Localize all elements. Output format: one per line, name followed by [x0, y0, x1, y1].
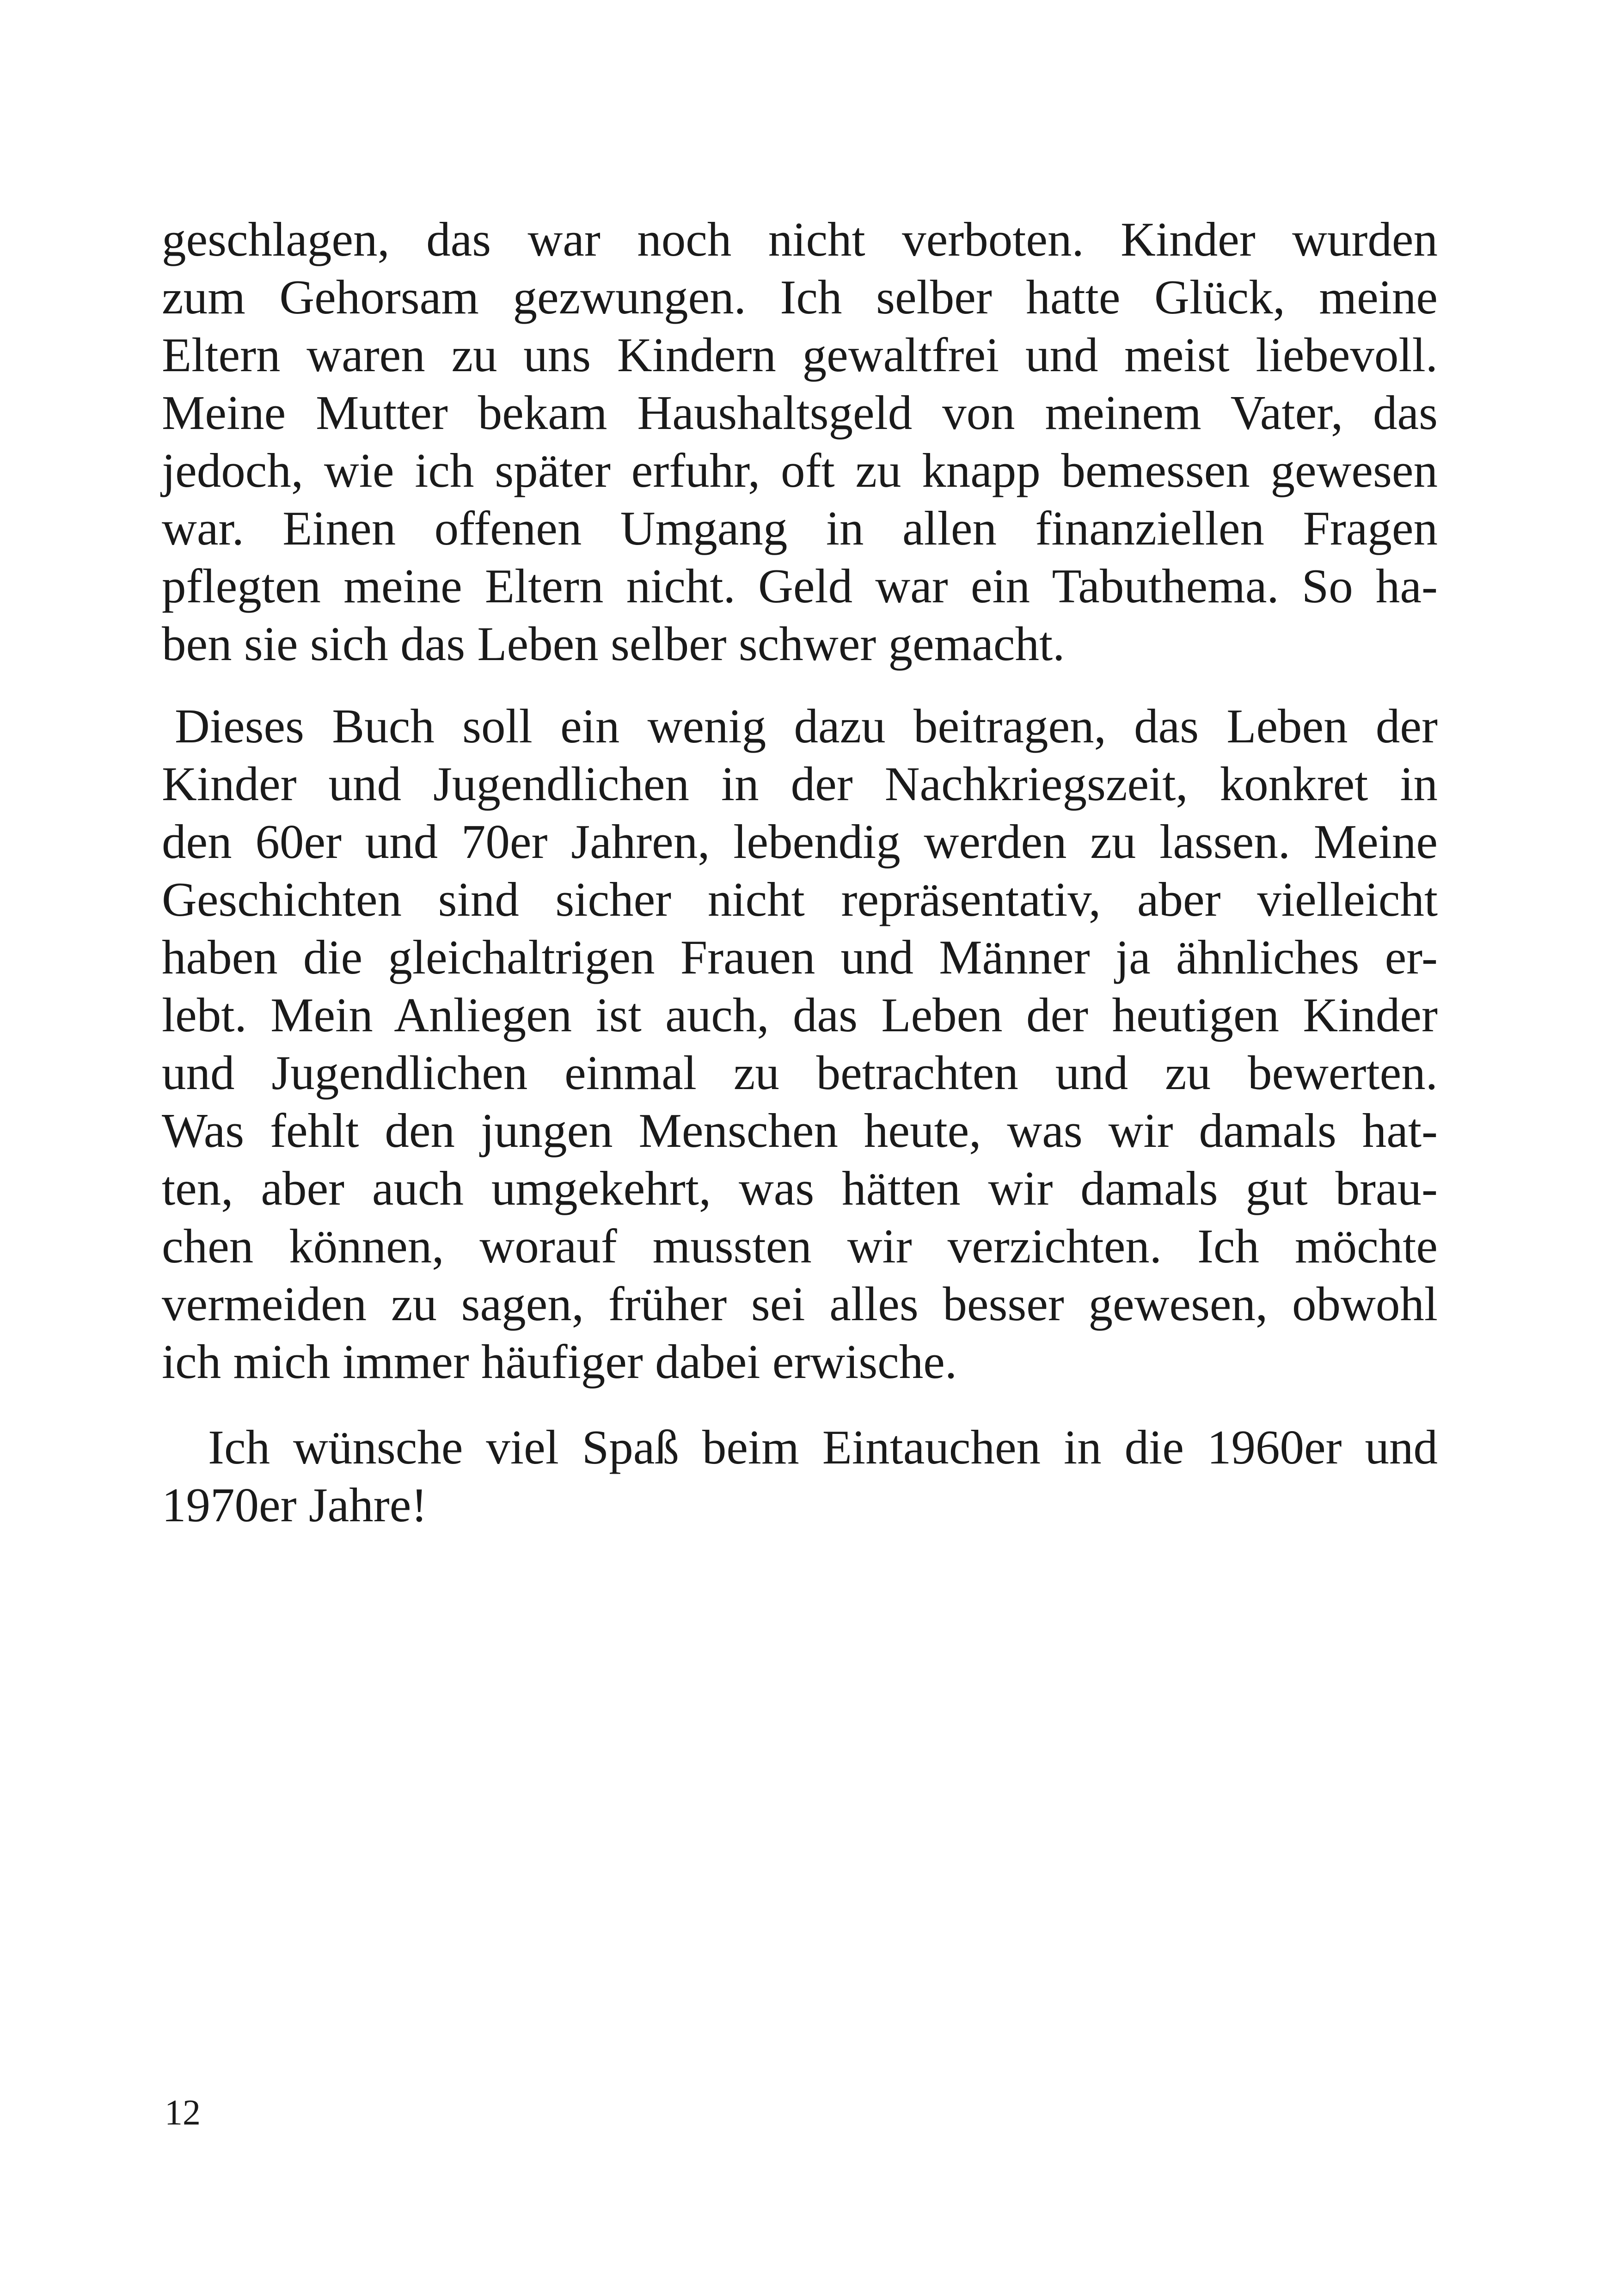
paragraph-1 [162, 210, 1438, 673]
paragraph-line: haben die gleichaltrigen Frauen und Männer ja ähnliches er- [162, 930, 1438, 984]
paragraph-line: vermeiden zu sagen, früher sei alles besser gewesen, obwohl [162, 1277, 1438, 1331]
paragraph-line: Kinder und Jugendlichen in der Nachkriegszeit, konkret in [162, 757, 1438, 811]
paragraph-line: den 60er und 70er Jahren, lebendig werden zu lassen. Meine [162, 814, 1438, 869]
paragraph-line: Meine Mutter bekam Haushaltsgeld von meinem Vater, das [162, 386, 1438, 440]
paragraph-line: Geschichten sind sicher nicht repräsentativ, aber vielleicht [162, 872, 1438, 926]
paragraph-2 [162, 697, 1438, 1390]
paragraph-line: lebt. Mein Anliegen ist auch, das Leben der heutigen Kinder [162, 988, 1438, 1042]
paragraph-line: und Jugendlichen einmal zu betrachten und zu bewerten. [162, 1046, 1438, 1100]
paragraph-line: zum Gehorsam gezwungen. Ich selber hatte Glück, meine [162, 270, 1438, 324]
paragraph-line: Dieses Buch soll ein wenig dazu beitragen, das Leben der [175, 699, 1438, 753]
paragraph-line: jedoch, wie ich später erfuhr, oft zu knapp bemessen gewesen [162, 443, 1438, 497]
paragraph-line: Was fehlt den jungen Menschen heute, was wir damals hat- [162, 1103, 1438, 1157]
paragraph-line: geschlagen, das war noch nicht verboten. Kinder wurden [162, 212, 1438, 266]
paragraph-line: ich mich immer häufiger dabei erwische. [162, 1335, 957, 1389]
paragraph-line: pflegten meine Eltern nicht. Geld war ein Tabuthema. So ha- [162, 559, 1438, 613]
paragraph-line: Ich wünsche viel Spaß beim Eintauchen in die 1960er und [208, 1420, 1438, 1474]
paragraph-line: ten, aber auch umgekehrt, was hätten wir damals gut brau- [162, 1161, 1438, 1215]
paragraph-line: Eltern waren zu uns Kindern gewaltfrei und meist liebevoll. [162, 328, 1438, 382]
paragraph-line: 1970er Jahre! [162, 1478, 428, 1532]
page-number: 12 [165, 2092, 201, 2132]
paragraph-line: ben sie sich das Leben selber schwer gemacht. [162, 617, 1065, 671]
paragraph-line: war. Einen offenen Umgang in allen finanziellen Fragen [162, 501, 1438, 555]
paragraph-line: chen können, worauf mussten wir verzichten. Ich möchte [162, 1219, 1438, 1273]
paragraph-3 [162, 1418, 1438, 1534]
